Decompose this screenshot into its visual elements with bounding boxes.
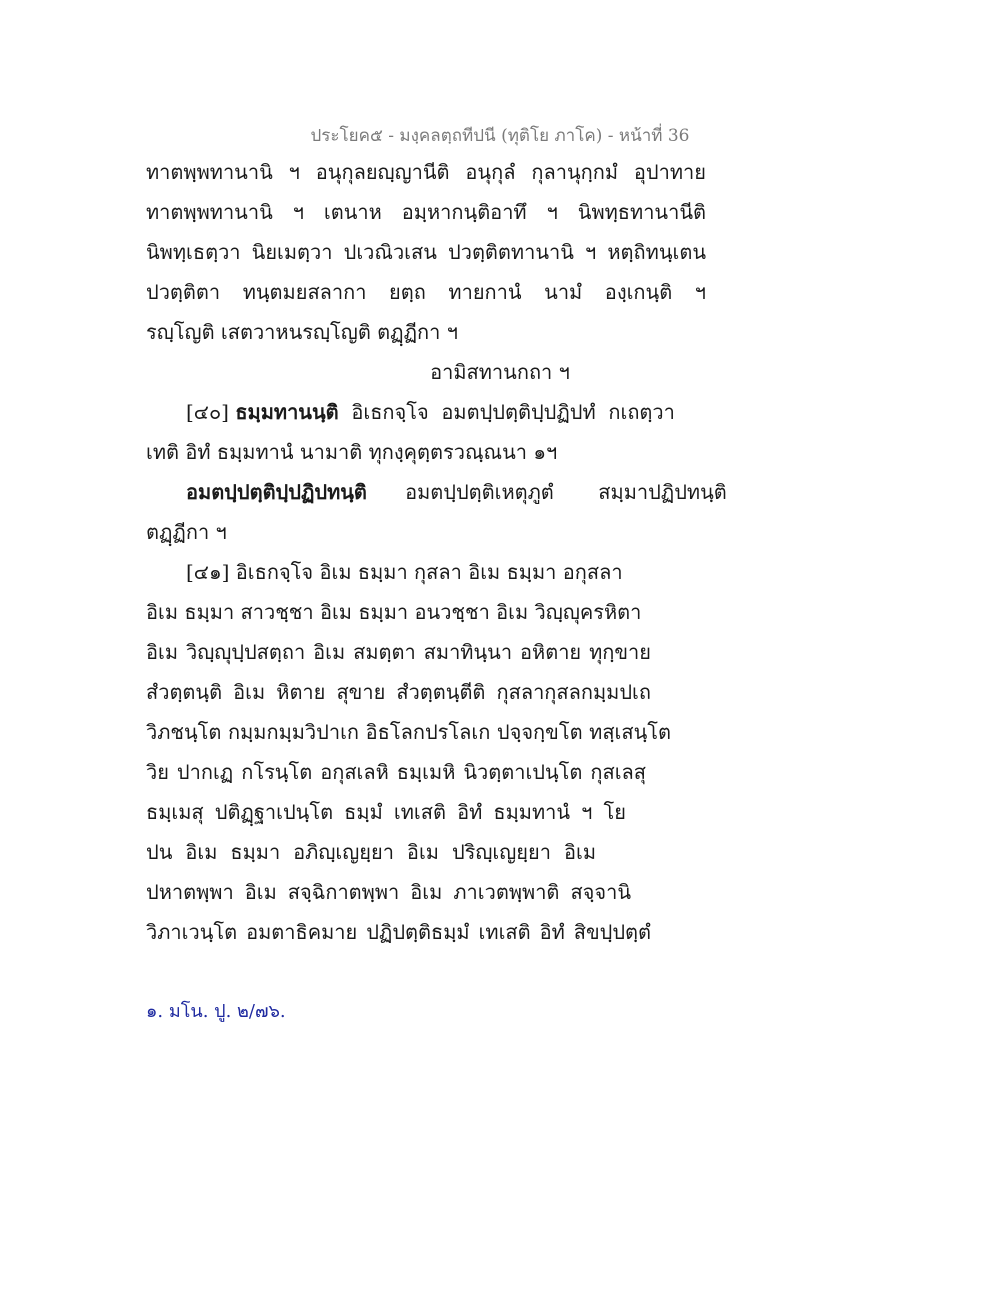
para40-line-2: เทติ อิทํ ธมฺมทานํ นามาติ ทุกงฺคุตฺตรวณฺณนา ๑ฯ <box>146 440 558 464</box>
para40-bold-term-2: อมตปฺปตฺติปฺปฏิปทนฺติ <box>186 480 367 504</box>
text-line-4: ปวตฺติตา ทนฺตมยสลากา ยตฺถ ทายกานํ นามํ องฺเกนฺติ ฯ <box>146 280 706 304</box>
para40-line3-rest: อมตปฺปตฺติเหตุภูตํ สมฺมาปฏิปทนฺติ <box>366 480 727 504</box>
text-line-1: ทาตพฺพทานานิ ฯ อนุกุลยญฺญานีติ อนุกุลํ กุลานุกฺกมํ อุปาทาย <box>146 160 706 184</box>
section-heading: อามิสทานกถา ฯ <box>430 360 570 384</box>
text-line-3: นิพทฺเธตฺวา นิยเมตฺวา ปเวณิวเสน ปวตฺติตทานานิ ฯ หตฺถิทนฺเตน <box>146 240 706 264</box>
para41-line-1: [๔๑] อิเธกจฺโจ อิเม ธมฺมา กุสลา อิเม ธมฺมา อกุสลา <box>186 560 623 584</box>
para40-number: [๔๐] <box>186 400 229 424</box>
para40-line-3 <box>186 478 727 506</box>
footnote: ๑. มโน. ปู. ๒/๗๖. <box>146 1001 286 1022</box>
para41-line-4: สํวตฺตนฺติ อิเม หิตาย สุขาย สํวตฺตนฺตีติ กุสลากุสลกมฺมปเถ <box>146 680 651 704</box>
para41-line-9: ปหาตพฺพา อิเม สจฺฉิกาตพฺพา อิเม ภาเวตพฺพาติ สจฺจานิ <box>146 880 631 904</box>
para41-line-8: ปน อิเม ธมฺมา อภิญฺเญยฺยา อิเม ปริญฺเญยฺยา อิเม <box>146 840 596 864</box>
para40-line-1 <box>186 398 686 426</box>
para40-line1-rest: อิเธกจฺโจ อมตปฺปตฺติปฺปฏิปทํ กเถตฺวา <box>338 400 675 424</box>
para41-line-5: วิภชนฺโต กมฺมกมฺมวิปาเก อิธโลกปรโลเก ปจฺจกฺขโต ทสฺเสนฺโต <box>146 720 671 744</box>
para41-line-3: อิเม วิญฺญุปฺปสตฺถา อิเม สมตฺตา สมาทินฺนา อหิตาย ทุกฺขาย <box>146 640 651 664</box>
para41-line-6: วิย ปากเฏ กโรนฺโต อกุสเลหิ ธมฺเมหิ นิวตฺตาเปนฺโต กุสเลสุ <box>146 760 646 784</box>
page-header: ประโยค๕ - มงฺคลตฺถทีปนี (ทุติโย ภาโค) - หน้าที่ 36 <box>310 126 690 146</box>
para41-line-7: ธมฺเมสุ ปติฏฺฐาเปนฺโต ธมฺมํ เทเสติ อิทํ ธมฺมทานํ ฯ โย <box>146 800 626 824</box>
para40-line-4: ตฏฺฏีกา ฯ <box>146 520 227 544</box>
text-line-2: ทาตพฺพทานานิ ฯ เตนาห อมฺหากนฺติอาทึ ฯ นิพทฺธทานานีติ <box>146 200 706 224</box>
para41-line-2: อิเม ธมฺมา สาวชฺชา อิเม ธมฺมา อนวชฺชา อิเม วิญฺญุครหิตา <box>146 600 642 624</box>
text-line-5: รญฺโญติ เสตวาหนรญฺโญติ ตฏฺฏีกา ฯ <box>146 320 458 344</box>
para40-bold-term: ธมฺมทานนฺติ <box>235 400 339 424</box>
para41-line-10: วิภาเวนฺโต อมตาธิคมาย ปฏิปตฺติธมฺมํ เทเสติ อิทํ สิขปฺปตฺตํ <box>146 920 651 944</box>
